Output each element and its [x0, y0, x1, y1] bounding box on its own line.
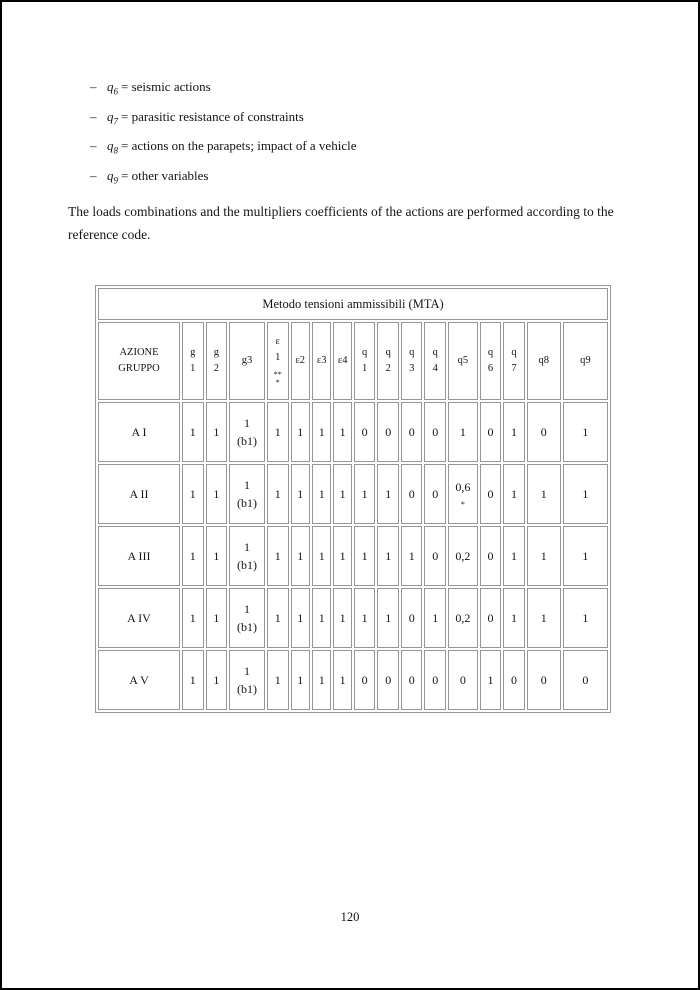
page-number: 120 [340, 910, 360, 924]
table-row [98, 464, 608, 524]
table-cell: 1 [182, 650, 204, 710]
bullet-list [90, 80, 356, 198]
table-cell: 1 [333, 464, 351, 524]
table-cell: 0,2 [448, 526, 478, 586]
table-cell: 1 [291, 650, 310, 710]
column-header-azione-gruppo: AZIONE GRUPPO [98, 322, 180, 400]
table-cell: 0 [424, 650, 446, 710]
table-cell: 1 [182, 402, 204, 462]
table-cell: 1 [291, 588, 310, 648]
table-cell: 0,2 [448, 588, 478, 648]
table-cell: 0 [480, 588, 502, 648]
table-cell: 1 [312, 526, 331, 586]
table-cell: 1 [267, 464, 289, 524]
column-header: g 1 [182, 322, 204, 400]
table-title-row [98, 288, 608, 320]
cell-sub-line: (b1) [237, 558, 258, 572]
row-label: A I [98, 402, 180, 462]
column-header: q8 [527, 322, 561, 400]
table-row [98, 526, 608, 586]
table-cell: 1 [527, 588, 561, 648]
footnote-mark: ** [273, 370, 282, 379]
table-cell: 1 [527, 464, 561, 524]
column-header: q9 [563, 322, 608, 400]
table-cell: 0 [424, 464, 446, 524]
column-header: ε2 [291, 322, 310, 400]
row-label: A V [98, 650, 180, 710]
table-cell: 1 [333, 650, 351, 710]
table-cell: 0 [377, 402, 399, 462]
column-header: g3 [229, 322, 265, 400]
table-cell: 0,6 * [448, 464, 478, 524]
table-cell: 1 [503, 402, 525, 462]
table-cell: 1 [312, 464, 331, 524]
table-cell: 1 [267, 588, 289, 648]
row-label: A IV [98, 588, 180, 648]
table-cell: 1 [424, 588, 446, 648]
variable-symbol: $q_9$ [107, 167, 118, 186]
footnote-mark: * [275, 378, 280, 387]
table-cell: 1 [291, 464, 310, 524]
table-cell: 0 [527, 402, 561, 462]
bullet-text: = seismic actions [121, 79, 211, 94]
table-header-row [98, 322, 608, 400]
bullet-text: = parasitic resistance of constraints [121, 108, 304, 124]
table-title: Metodo tensioni ammissibili (MTA) [98, 288, 608, 320]
column-header: g 2 [206, 322, 228, 400]
table-cell: 1 [563, 588, 608, 648]
bullet-text: = actions on the parapets; impact of a vehicle [121, 138, 357, 154]
table-cell: 1 [377, 464, 399, 524]
variable-symbol: $q_7$ [107, 108, 118, 127]
variable-symbol: $q_6$ [107, 79, 118, 97]
table-cell: 0 [563, 650, 608, 710]
table-cell: 1 (b1) [229, 402, 265, 462]
table-cell: 1 [563, 402, 608, 462]
table-cell: 1 [354, 526, 376, 586]
cell-sub-line: 2 [385, 363, 391, 374]
table-cell: 1 [563, 464, 608, 524]
table-cell: 1 [377, 588, 399, 648]
table-cell: 0 [424, 526, 446, 586]
table-cell: 1 (b1) [229, 526, 265, 586]
table-cell: 0 [480, 402, 502, 462]
list-item [90, 169, 356, 188]
cell-sub-line: 1 [275, 352, 281, 363]
table-cell: 1 (b1) [229, 588, 265, 648]
table-cell: 1 [333, 588, 351, 648]
list-item [90, 139, 356, 158]
list-item [90, 110, 356, 129]
cell-sub-line: 1 [362, 363, 368, 374]
table-cell: 1 [377, 526, 399, 586]
table-cell: 1 [354, 588, 376, 648]
table-cell: 0 [480, 526, 502, 586]
bullet-text: = other variables [121, 167, 209, 183]
table-cell: 1 [333, 526, 351, 586]
column-header: ε3 [312, 322, 331, 400]
table-cell: 1 [267, 650, 289, 710]
body-paragraph: The loads combinations and the multipliers coefficients of the actions are performed according to the reference code. [68, 204, 614, 242]
column-header: ε4 [333, 322, 351, 400]
table-cell: 0 [354, 650, 376, 710]
column-header: q 2 [377, 322, 399, 400]
bullet-dash: – [90, 108, 97, 124]
row-label: A II [98, 464, 180, 524]
column-header: q 6 [480, 322, 502, 400]
column-header: q 3 [401, 322, 423, 400]
cell-sub-line: 6 [487, 363, 494, 374]
mta-table-body [98, 402, 608, 710]
table-cell: 1 [503, 464, 525, 524]
table-cell: 0 [448, 650, 478, 710]
table-cell: 1 [267, 526, 289, 586]
table-cell: 1 [480, 650, 502, 710]
table-cell: 1 [182, 464, 204, 524]
table-cell: 1 [267, 402, 289, 462]
column-header: q 7 [503, 322, 525, 400]
table-cell: 1 [563, 526, 608, 586]
table-cell: 1 [333, 402, 351, 462]
cell-sub-line: 3 [409, 363, 415, 374]
cell-sub-line: GRUPPO [118, 363, 160, 374]
variable-symbol: $q_8$ [107, 138, 118, 156]
table-cell: 1 [206, 402, 228, 462]
table-cell: 1 [312, 650, 331, 710]
table-cell: 1 (b1) [229, 464, 265, 524]
table-cell: 1 [206, 464, 228, 524]
table-cell: 0 [424, 402, 446, 462]
table-cell: 0 [401, 588, 423, 648]
table-cell: 0 [401, 402, 423, 462]
table-cell: 1 [206, 526, 228, 586]
footnote-mark: * [460, 500, 465, 509]
table-cell: 1 (b1) [229, 650, 265, 710]
table-row [98, 650, 608, 710]
table-cell: 1 [503, 588, 525, 648]
table-cell: 1 [312, 402, 331, 462]
table-cell: 1 [448, 402, 478, 462]
column-header: ε 1 ** * [267, 322, 289, 400]
bullet-dash: – [90, 138, 97, 154]
row-label: A III [98, 526, 180, 586]
cell-sub-line: 4 [432, 363, 438, 374]
bullet-dash: – [90, 167, 97, 183]
table-cell: 1 [206, 588, 228, 648]
table-cell: 1 [182, 588, 204, 648]
table-cell: 1 [291, 526, 310, 586]
cell-sub-line: 1 [190, 363, 196, 374]
table-cell: 0 [480, 464, 502, 524]
column-header: q 4 [424, 322, 446, 400]
table-cell: 1 [503, 526, 525, 586]
table-cell: 0 [401, 650, 423, 710]
mta-table [95, 285, 611, 713]
cell-sub-line: (b1) [237, 620, 258, 634]
table-row [98, 402, 608, 462]
cell-sub-line: 7 [511, 363, 517, 374]
cell-sub-line: (b1) [237, 496, 258, 510]
table-row [98, 588, 608, 648]
list-item [90, 80, 356, 99]
table-cell: 0 [401, 464, 423, 524]
table-cell: 1 [354, 464, 376, 524]
table-cell: 1 [312, 588, 331, 648]
column-header: q 1 [354, 322, 376, 400]
cell-sub-line: 2 [213, 363, 219, 374]
bullet-dash: – [90, 79, 97, 94]
table-cell: 0 [377, 650, 399, 710]
table-cell: 1 [527, 526, 561, 586]
cell-sub-line: (b1) [237, 682, 258, 696]
table-cell: 0 [354, 402, 376, 462]
column-header: q5 [448, 322, 478, 400]
table-cell: 0 [503, 650, 525, 710]
table-cell: 1 [291, 402, 310, 462]
table-cell: 1 [182, 526, 204, 586]
table-cell: 0 [527, 650, 561, 710]
cell-sub-line: (b1) [237, 434, 258, 448]
table-cell: 1 [401, 526, 423, 586]
table-cell: 1 [206, 650, 228, 710]
